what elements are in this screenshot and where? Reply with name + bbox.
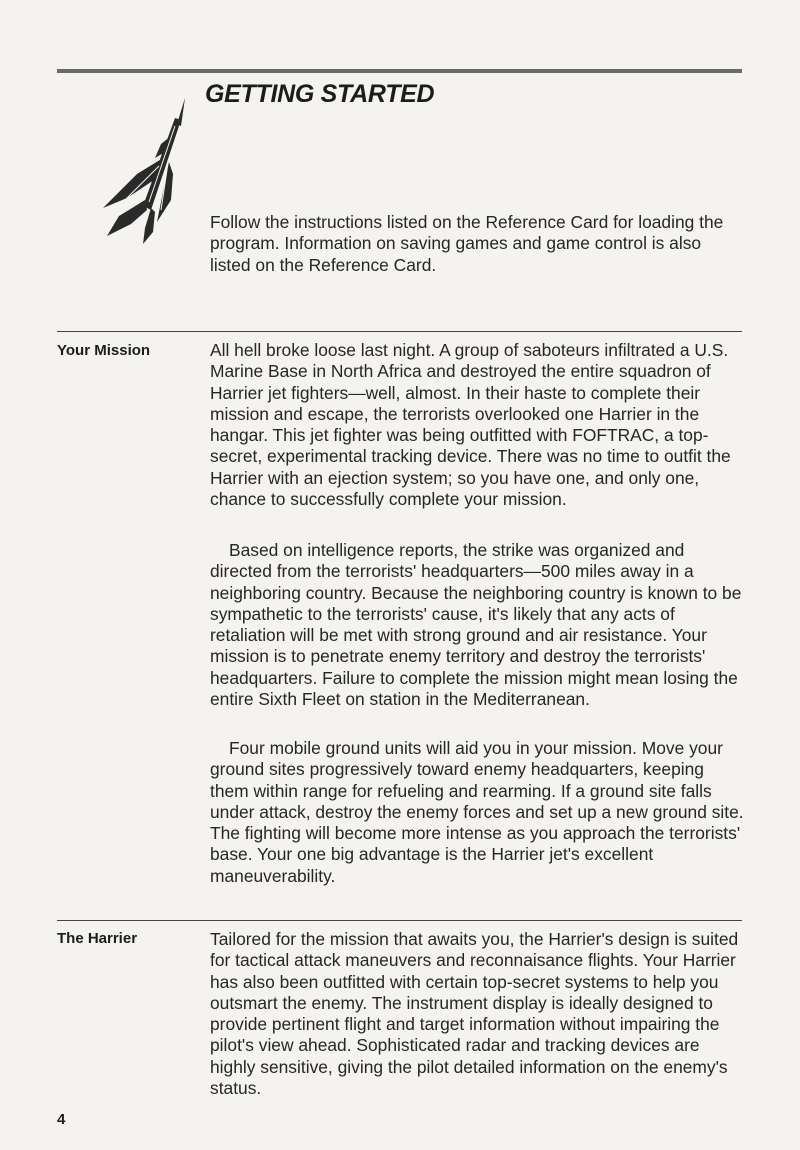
section-heading-the-harrier: The Harrier xyxy=(57,930,138,947)
page-number: 4 xyxy=(57,1111,66,1128)
intro-paragraph: Follow the instructions listed on the Reference Card for loading the program. Information on saving games and game control is also listed on the Reference Card. xyxy=(210,212,724,275)
section-divider-mission xyxy=(57,331,742,332)
mission-paragraph-2: Based on intelligence reports, the strike was organized and directed from the terrorists' headquarters—500 miles away in a neighboring country. Because the neighboring country is known to be sympathetic to the terrorists' cause, it's likely that any acts of retaliation will be met with strong ground and air resistance. Your mission is to penetrate enemy territory and destroy the terrorists' headquarters. Failure to complete the mission might mean losing the entire Sixth Fleet on station in the Mediterranean. xyxy=(210,540,742,710)
mission-paragraph-3: Four mobile ground units will aid you in your mission. Move your ground sites progressively toward enemy headquarters, keeping them within range for refueling and rearming. If a ground site falls under attack, destroy the enemy forces and set up a new ground site. The fighting will become more intense as you approach the terrorists' base. Your one big advantage is the Harrier jet's excellent maneuverability. xyxy=(210,738,744,886)
mission-paragraph-1: All hell broke loose last night. A group of saboteurs infiltrated a U.S. Marine Base in North Africa and destroyed the entire squadron of Harrier jet fighters—well, almost. In their haste to complete their mission and escape, the terrorists overlooked one Harrier in the hangar. This jet fighter was being outfitted with FOFTRAC, a top-secret, experimental tracking device. There was no time to outfit the Harrier with an ejection system; so you have one, and only one, chance to successfully complete your mission. xyxy=(210,340,731,510)
page-title: GETTING STARTED xyxy=(205,80,435,108)
harrier-jet-icon xyxy=(97,96,197,246)
top-rule xyxy=(57,69,742,73)
section-divider-harrier xyxy=(57,920,742,921)
harrier-paragraph-1: Tailored for the mission that awaits you, the Harrier's design is suited for tactical attack maneuvers and reconnaisance flights. Your Harrier has also been outfitted with certain top-secret systems to help you outsmart the enemy. The instrument display is ideally designed to provide pertinent flight and target information without impairing the pilot's view ahead. Sophisticated radar and tracking devices are highly sensitive, giving the pilot detailed information on the enemy's status. xyxy=(210,929,739,1099)
section-heading-your-mission: Your Mission xyxy=(57,342,151,359)
